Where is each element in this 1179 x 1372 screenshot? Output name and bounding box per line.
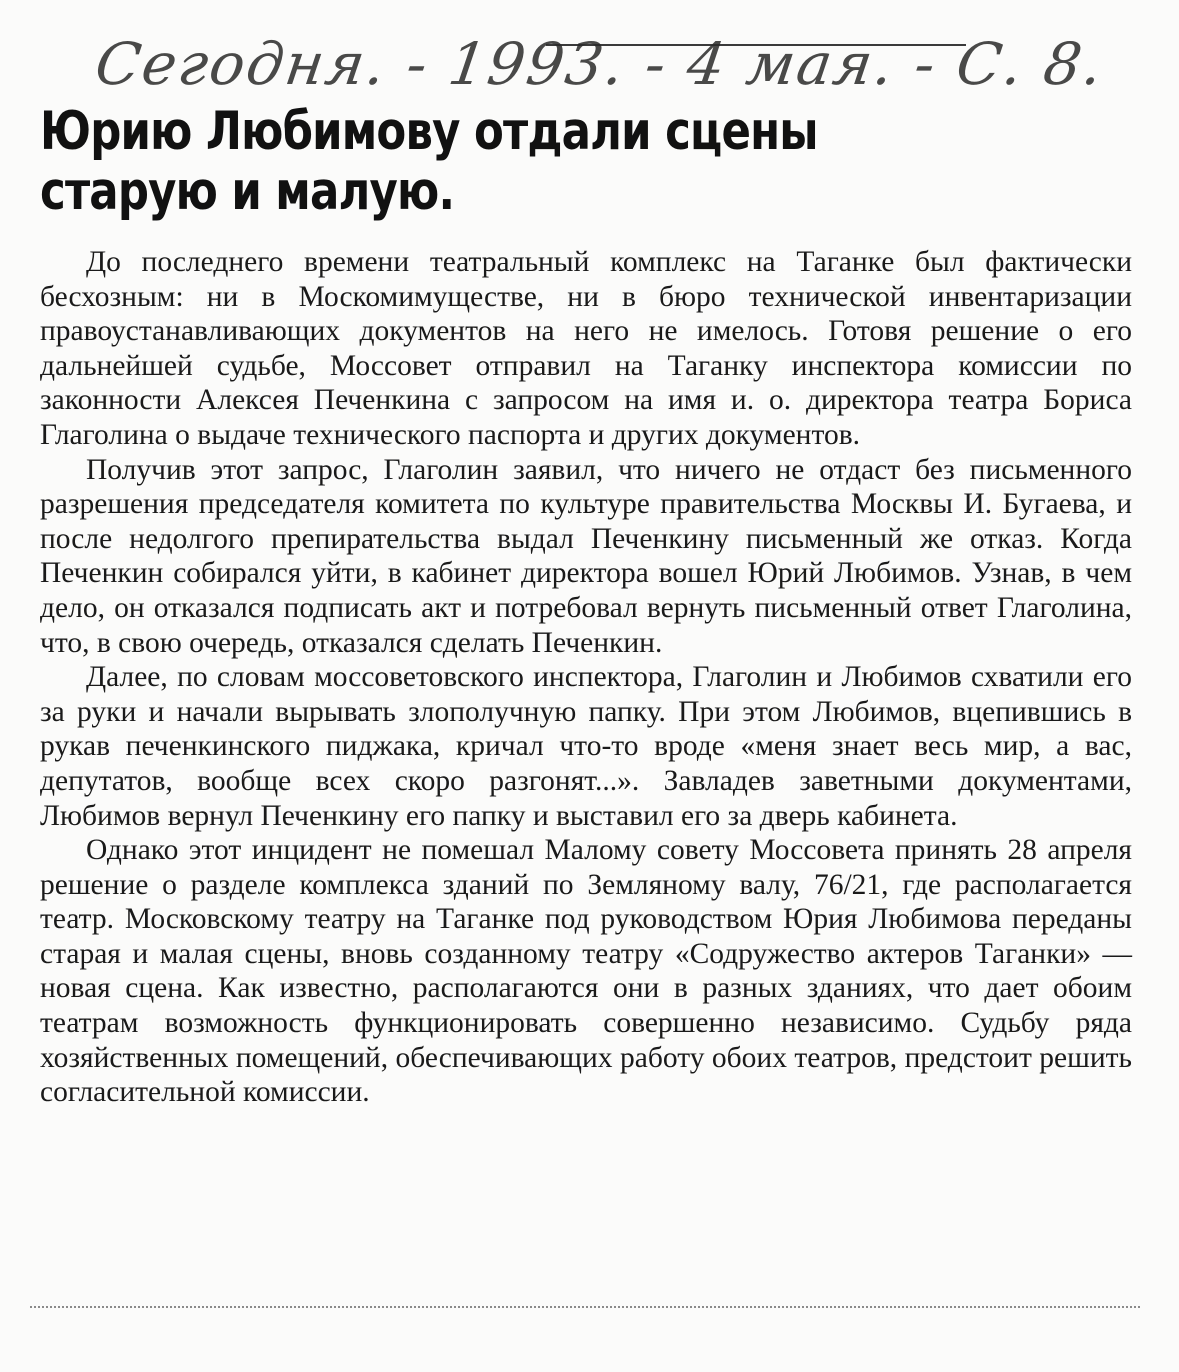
article-body [40,245,1132,1110]
paragraph-1: До последнего времени театральный комплекс на Таганке был фактически бесхозным: ни в Москомимуществе, ни в бюро технической инвентаризации правоустанавливающих документов на него не имелось. Готовя решение о его дальнейшей судьбе, Моссовет отправил на Таганку инспектора комиссии по законности Алексея Печенкина с запросом на имя и. о. директора театра Бориса Глаголина о выдаче технического паспорта и других документов. [40,246,1132,451]
article-headline [40,102,926,222]
handwritten-citation: Сегодня. - 1993. - 4 мая. - С. 8. [91,30,1109,98]
headline-line-1: Юрию Любимову отдали сцены [40,101,818,162]
headline-line-2: старую и малую. [40,161,455,222]
paragraph-3: Далее, по словам моссоветовского инспектора, Глаголин и Любимов схватили его за руки и начали вырывать злополучную папку. При этом Любимов, вцепившись в рукав печенкинского пиджака, кричал что-то вроде «меня знает весь мир, а вас, депутатов, вообще всех скоро разгонят...». Завладев заветными документами, Любимов вернул Печенкину его папку и выставил его за дверь кабинета. [40,661,1132,832]
bottom-dotted-rule [30,1306,1140,1308]
paragraph-4: Однако этот инцидент не помешал Малому совету Моссовета принять 28 апреля решение о разделе комплекса зданий по Земляному валу, 76/21, где располагается театр. Московскому театру на Таганке под руководством Юрия Любимова переданы старая и малая сцены, вновь созданному театру «Содружество актеров Таганки» — новая сцена. Как известно, располагаются они в разных зданиях, что дает обоим театрам возможность функционировать совершенно независимо. Судьбу ряда хозяйственных помещений, обеспечивающих работу обоих театров, предстоит решить согласительной комиссии. [40,834,1132,1109]
paragraph-2: Получив этот запрос, Глаголин заявил, что ничего не отдаст без письменного разрешения председателя комитета по культуре правительства Москвы И. Бугаева, и после недолгого препирательства выдал Печенкину письменный же отказ. Когда Печенкин собирался уйти, в кабинет директора вошел Юрий Любимов. Узнав, в чем дело, он отказался подписать акт и потребовал вернуть письменный ответ Глаголина, что, в свою очередь, отказался сделать Печенкин. [40,453,1132,659]
